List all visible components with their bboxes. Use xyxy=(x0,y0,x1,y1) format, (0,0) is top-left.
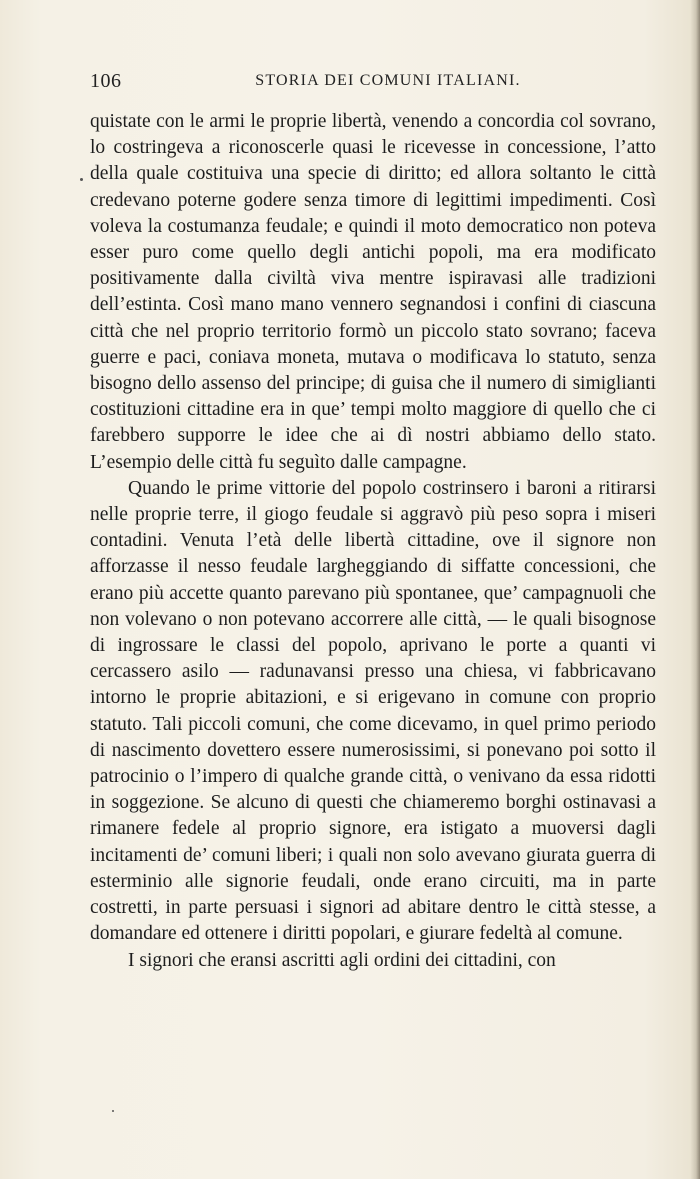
page-number: 106 xyxy=(90,70,122,92)
running-title: STORIA DEI COMUNI ITALIANI. xyxy=(255,72,521,89)
paragraph-continuation: quistate con le armi le proprie libertà, venendo a concordia col sovrano, lo costringeva a riconoscerle quasi le ricevesse in concessione, l’atto della quale costituiva una specie di diritto; ed allora soltanto le città credevano poterne godere senza timore di legittimi impedimenti. Così voleva la costumanza feudale; e quindi il moto democratico non poteva esser puro come quello degli antichi popoli, ma era modificato positivamente dalla civiltà viva mentre ispiravasi alle tradizioni dell’estinta. Così mano mano vennero segnandosi i confini di ciascuna città che nel proprio territorio formò un piccolo stato sovrano; faceva guerre e paci, coniava moneta, mutava o modificava lo statuto, senza bisogno dello assenso del principe; di guisa che il numero di simiglianti costituzioni cittadine era in que’ tempi molto maggiore di quello che ci farebbero supporre le idee che ai dì nostri abbiamo dello stato. L’esempio delle città fu seguìto dalle campagne. xyxy=(90,111,656,473)
page-edge-shadow xyxy=(690,0,700,1179)
paragraph-i-signori: I signori che eransi ascritti agli ordini dei cittadini, con xyxy=(128,949,556,971)
paragraph-quando: Quando le prime vittorie del popolo costrinsero i baroni a ritirarsi nelle proprie terre, il giogo feudale si aggravò più peso sopra i miseri contadini. Venuta l’età delle libertà cittadine, ove il signore non afforzasse il nesso feudale largheggiando di siffatte concessioni, che erano più accette quanto parevano più spontanee, que’ campagnuoli che non volevano o non potevano accorrere alle città, — le quali bisognose di ingrossare le classi del popolo, aprivano le porte a quanti vi cercassero asilo — radunavansi presso una chiesa, vi fabbricavano intorno le proprie abitazioni, e si erigevano in comune con proprio statuto. Tali piccoli comuni, che come dicevamo, in quel primo periodo di nascimento dovettero essere numerosissimi, si ponevano poi sotto il patrocinio o l’impero di qualche grande città, o venivano da essa ridotti in soggezione. Se alcuno di questi che chiameremo borghi ostinavasi a rimanere fedele al proprio signore, era istigato a muoversi dagli incitamenti de’ comuni liberi; i quali non solo avevano giurata guerra di esterminio alle signorie feudali, onde erano circuiti, ma in parte costretti, in parte persuasi i signori ad abitare dentro le città stesse, a domandare ed ottenere i diritti popolari, e giurare fedeltà al comune. xyxy=(90,477,656,945)
page-header xyxy=(90,70,656,100)
body-text xyxy=(90,109,656,974)
page-speck xyxy=(80,178,83,181)
page-speck xyxy=(112,1110,114,1112)
